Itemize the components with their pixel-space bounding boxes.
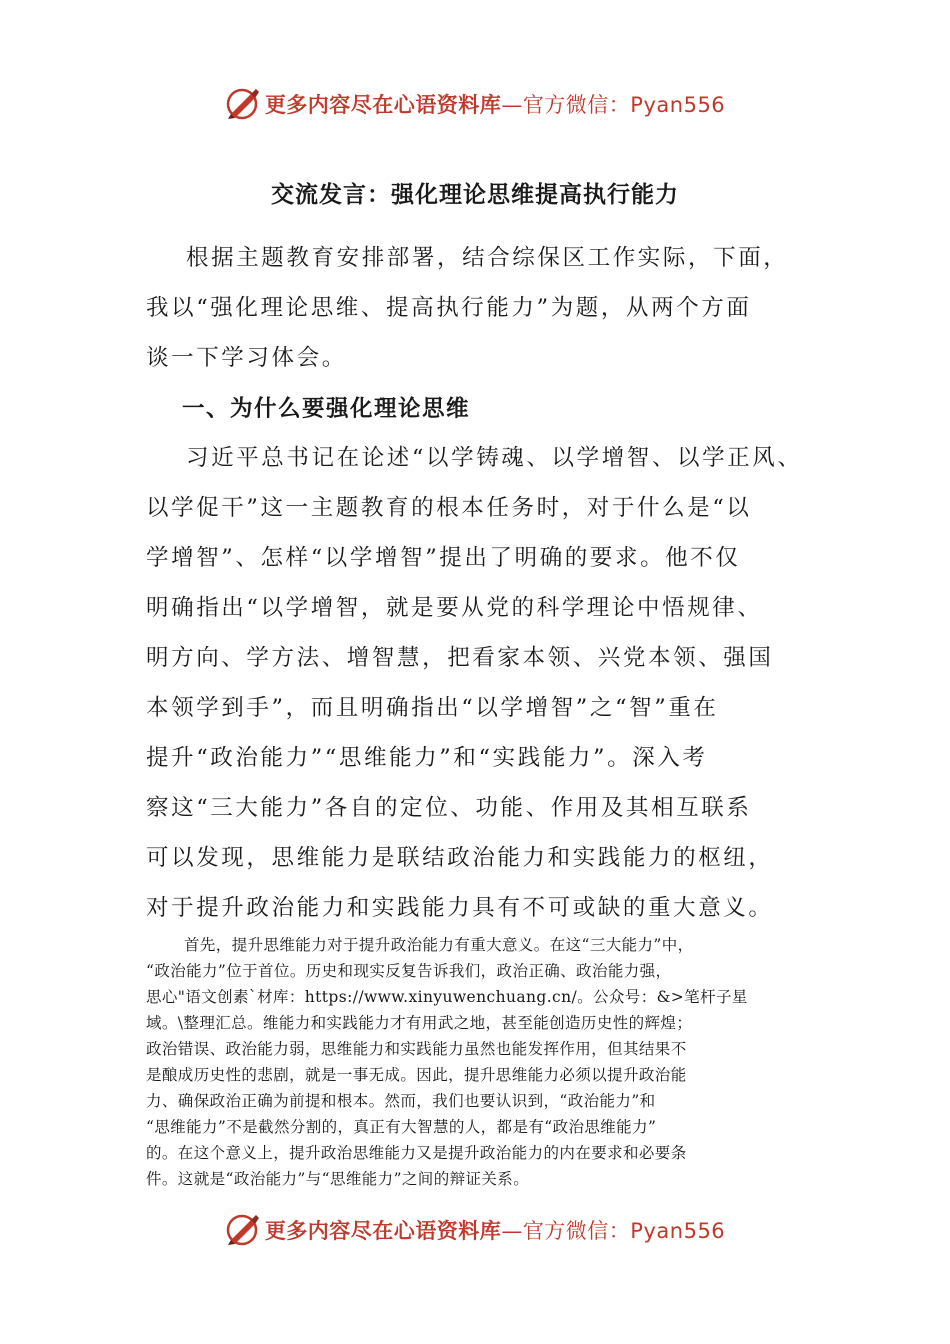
text-line: “政治能力”位于首位。历史和现实反复告诉我们，政治正确、政治能力强， [146, 962, 672, 980]
text-line: 察这“三大能力”各自的定位、功能、作用及其相互联系 [146, 795, 752, 821]
section-paragraph [146, 433, 826, 933]
intro-paragraph [146, 233, 826, 383]
small-paragraph [146, 932, 810, 1192]
text-line: 以学促干”这一主题教育的根本任务时，对于什么是“以 [146, 495, 752, 521]
text-line: 思心"语文创素`材库：https://www.xinyuwenchuang.cn/。公众号：&>笔杆子星 [146, 988, 748, 1006]
text-line: 明确指出“以学增智，就是要从党的科学理论中悟规律、 [146, 595, 763, 621]
text-line: 学增智”、怎样“以学增智”提出了明确的要求。他不仅 [146, 545, 741, 571]
banner-text: 更多内容尽在心语资料库—官方微信：Pyan556 [264, 1219, 726, 1243]
text-line: 根据主题教育安排部署，结合综保区工作实际，下面， [186, 245, 789, 271]
text-line: 域。\整理汇总。维能力和实践能力才有用武之地，甚至能创造历史性的辉煌； [146, 1014, 693, 1032]
text-line: 可以发现，思维能力是联结政治能力和实践能力的枢纽， [146, 845, 774, 871]
text-line: 明方向、学方法、增智慧，把看家本领、兴党本领、强国 [146, 645, 774, 671]
text-line: 的。在这个意义上，提升政治思维能力又是提升政治能力的内在要求和必要条 [146, 1144, 687, 1162]
text-line: 件。这就是“政治能力”与“思维能力”之间的辩证关系。 [146, 1170, 530, 1188]
text-line: 提升“政治能力”“思维能力”和“实践能力”。深入考 [146, 745, 708, 771]
section-heading: 一、为什么要强化理论思维 [182, 396, 471, 422]
text-line: 谈一下学习体会。 [146, 345, 347, 371]
text-line: 政治错误、政治能力弱，思维能力和实践能力虽然也能发挥作用，但其结果不 [146, 1040, 687, 1058]
text-line: 是酿成历史性的悲剧，就是一事无成。因此，提升思维能力必须以提升政治能 [146, 1066, 687, 1084]
text-line: 对于提升政治能力和实践能力具有不可或缺的重大意义。 [146, 895, 774, 921]
text-line: 习近平总书记在论述“以学铸魂、以学增智、以学正风、 [186, 445, 803, 471]
text-line: “思维能力”不是截然分割的，真正有大智慧的人，都是有“政治思维能力” [146, 1118, 657, 1136]
document-title: 交流发言：强化理论思维提高执行能力 [271, 181, 679, 208]
banner-text: 更多内容尽在心语资料库—官方微信：Pyan556 [264, 93, 726, 117]
text-line: 我以“强化理论思维、提高执行能力”为题，从两个方面 [146, 295, 752, 321]
text-line: 首先，提升思维能力对于提升政治能力有重大意义。在这“三大能力”中， [184, 936, 694, 954]
footer-banner [0, 1210, 950, 1250]
pen-logo-icon [225, 1212, 261, 1248]
header-banner [0, 84, 950, 124]
text-line: 力、确保政治正确为前提和根本。然而，我们也要认识到，“政治能力”和 [146, 1092, 656, 1110]
text-line: 本领学到手”，而且明确指出“以学增智”之“智”重在 [146, 695, 719, 721]
pen-logo-icon [225, 86, 261, 122]
